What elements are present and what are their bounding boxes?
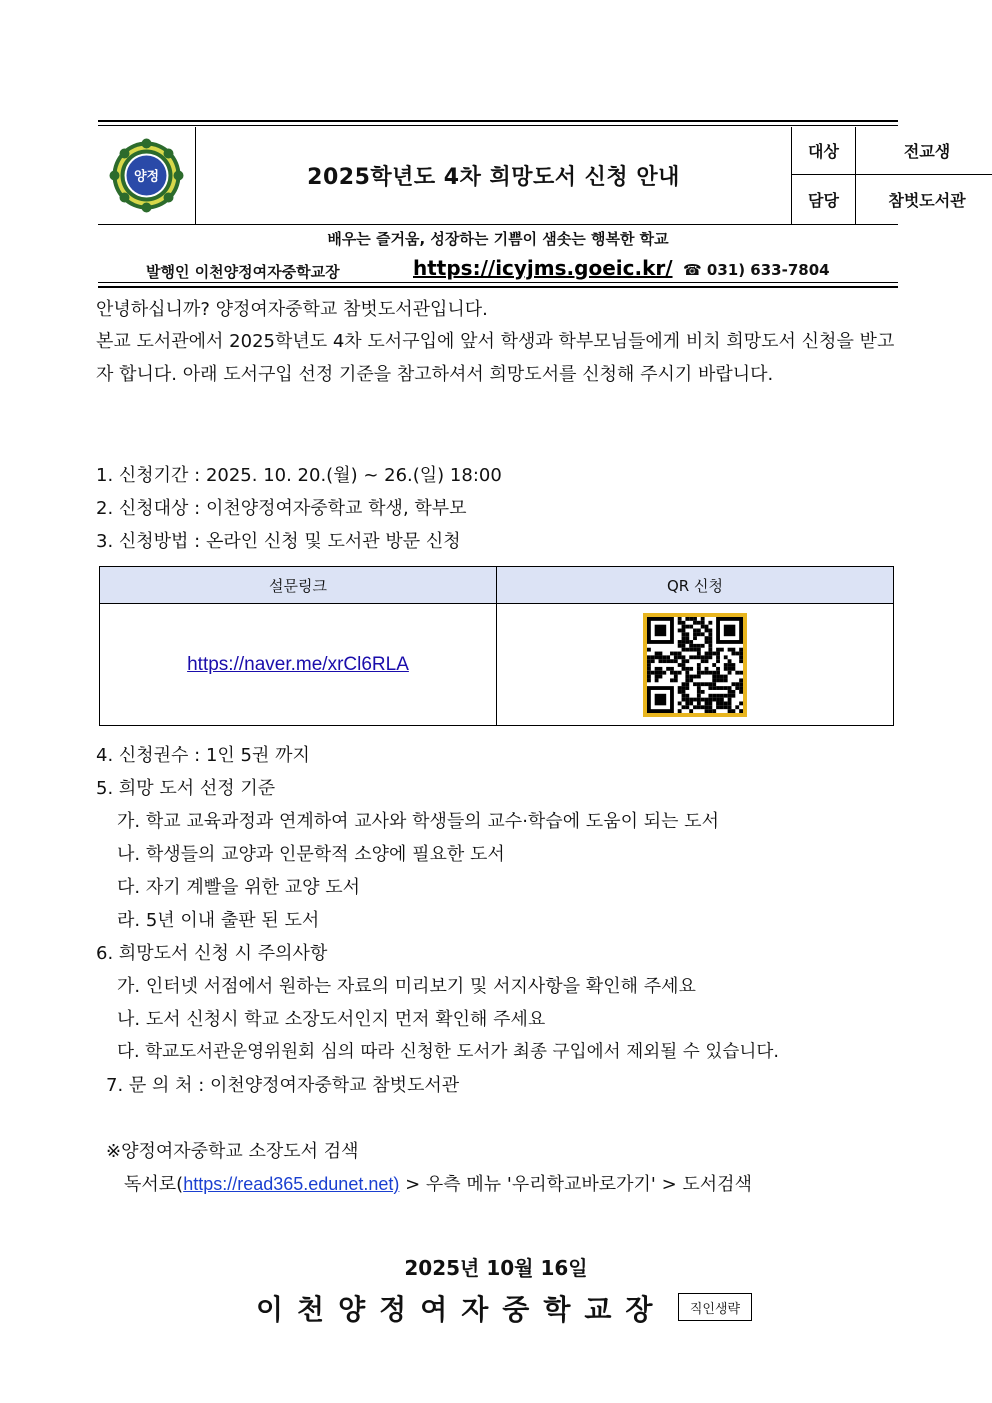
read365-link[interactable]: https://read365.edunet.net) bbox=[183, 1174, 400, 1194]
header-top-rule-thin bbox=[98, 125, 898, 126]
seal-omitted-box: 직인생략 bbox=[678, 1293, 752, 1321]
signer: 이천양정여자중학교장 bbox=[256, 1293, 667, 1326]
survey-link-header: 설문링크 bbox=[100, 567, 497, 604]
qr-cell bbox=[497, 604, 893, 725]
criteria-item: 다. 자기 계빨을 위한 교양 도서 bbox=[117, 877, 360, 898]
header-bottom-rule bbox=[98, 282, 898, 283]
search-note-suffix: > 우측 메뉴 '우리학교바로가기' > 도서검색 bbox=[399, 1174, 752, 1195]
caution-item: 나. 도서 신청시 학교 소장도서인지 먼저 확인해 주세요 bbox=[117, 1009, 546, 1030]
manager-value: 참벗도서관 bbox=[888, 191, 966, 210]
search-note-title: ※양정여자중학교 소장도서 검색 bbox=[106, 1141, 359, 1162]
target-label: 대상 bbox=[792, 127, 856, 175]
greeting: 안녕하십니까? 양정여자중학교 참벗도서관입니다. bbox=[96, 299, 488, 320]
school-motto: 배우는 즐거움, 성장하는 기쁨이 샘솟는 행복한 학교 bbox=[327, 230, 669, 248]
publisher: 발행인 이천양정여자중학교장 bbox=[146, 263, 340, 281]
header-top-rule bbox=[98, 120, 898, 122]
manager-label: 담당 bbox=[792, 175, 856, 224]
qr-header: QR 신청 bbox=[497, 567, 893, 604]
header-table bbox=[98, 127, 966, 225]
cautions-title: 6. 희망도서 신청 시 주의사항 bbox=[96, 943, 328, 964]
title-cell bbox=[196, 127, 792, 224]
criteria-title: 5. 희망 도서 선정 기준 bbox=[96, 778, 276, 799]
item-method: 3. 신청방법 : 온라인 신청 및 도서관 방문 신청 bbox=[96, 531, 461, 552]
qr-code-icon bbox=[647, 617, 743, 713]
apply-table bbox=[99, 566, 894, 726]
emblem-text: 양정 bbox=[133, 169, 160, 185]
search-note-prefix: 독서로( bbox=[124, 1174, 184, 1195]
contact: 7. 문 의 처 : 이천양정여자중학교 참벗도서관 bbox=[106, 1075, 460, 1096]
criteria-item: 라. 5년 이내 출판 된 도서 bbox=[117, 910, 320, 931]
school-website-link[interactable]: https://icyjms.goeic.kr/ bbox=[413, 256, 673, 280]
caution-item: 다. 학교도서관운영위원회 심의 따라 신청한 도서가 최종 구입에서 제외될 수 있습니다. bbox=[117, 1042, 779, 1062]
qr-code-frame[interactable] bbox=[643, 613, 747, 717]
survey-link-cell bbox=[100, 604, 497, 725]
search-note-path bbox=[124, 1170, 752, 1196]
survey-link[interactable]: https://naver.me/xrCl6RLA bbox=[187, 653, 409, 675]
criteria-item: 가. 학교 교육과정과 연계하여 교사와 학생들의 교수·학습에 도움이 되는 도서 bbox=[117, 811, 719, 832]
target-value: 전교생 bbox=[856, 127, 992, 175]
document-title: 2025학년도 4차 희망도서 신청 안내 bbox=[307, 165, 680, 190]
item-target: 2. 신청대상 : 이천양정여자중학교 학생, 학부모 bbox=[96, 498, 467, 519]
issue-date: 2025년 10월 16일 bbox=[404, 1256, 588, 1280]
caution-item: 가. 인터넷 서점에서 원하는 자료의 미리보기 및 서지사항을 확인해 주세요 bbox=[117, 976, 696, 997]
school-logo-cell bbox=[98, 127, 196, 224]
item-period: 1. 신청기간 : 2025. 10. 20.(월) ~ 26.(일) 18:00 bbox=[96, 465, 502, 486]
publisher-row bbox=[98, 256, 898, 282]
criteria-item: 나. 학생들의 교양과 인문학적 소양에 필요한 도서 bbox=[117, 844, 505, 865]
school-emblem-icon bbox=[98, 127, 195, 224]
header-bottom-rule-thick bbox=[98, 286, 898, 288]
intro-paragraph: 본교 도서관에서 2025학년도 4차 도서구입에 앞서 학생과 학부모님들에게 비치 희망도서 신청을 받고자 합니다. 아래 도서구입 선정 기준을 참고하셔서 희망도서를 신청해 주시기 바랍니다. bbox=[96, 331, 895, 385]
phone-number: ☎ 031) 633-7804 bbox=[683, 261, 830, 279]
item-limit: 4. 신청권수 : 1인 5권 까지 bbox=[96, 745, 310, 766]
